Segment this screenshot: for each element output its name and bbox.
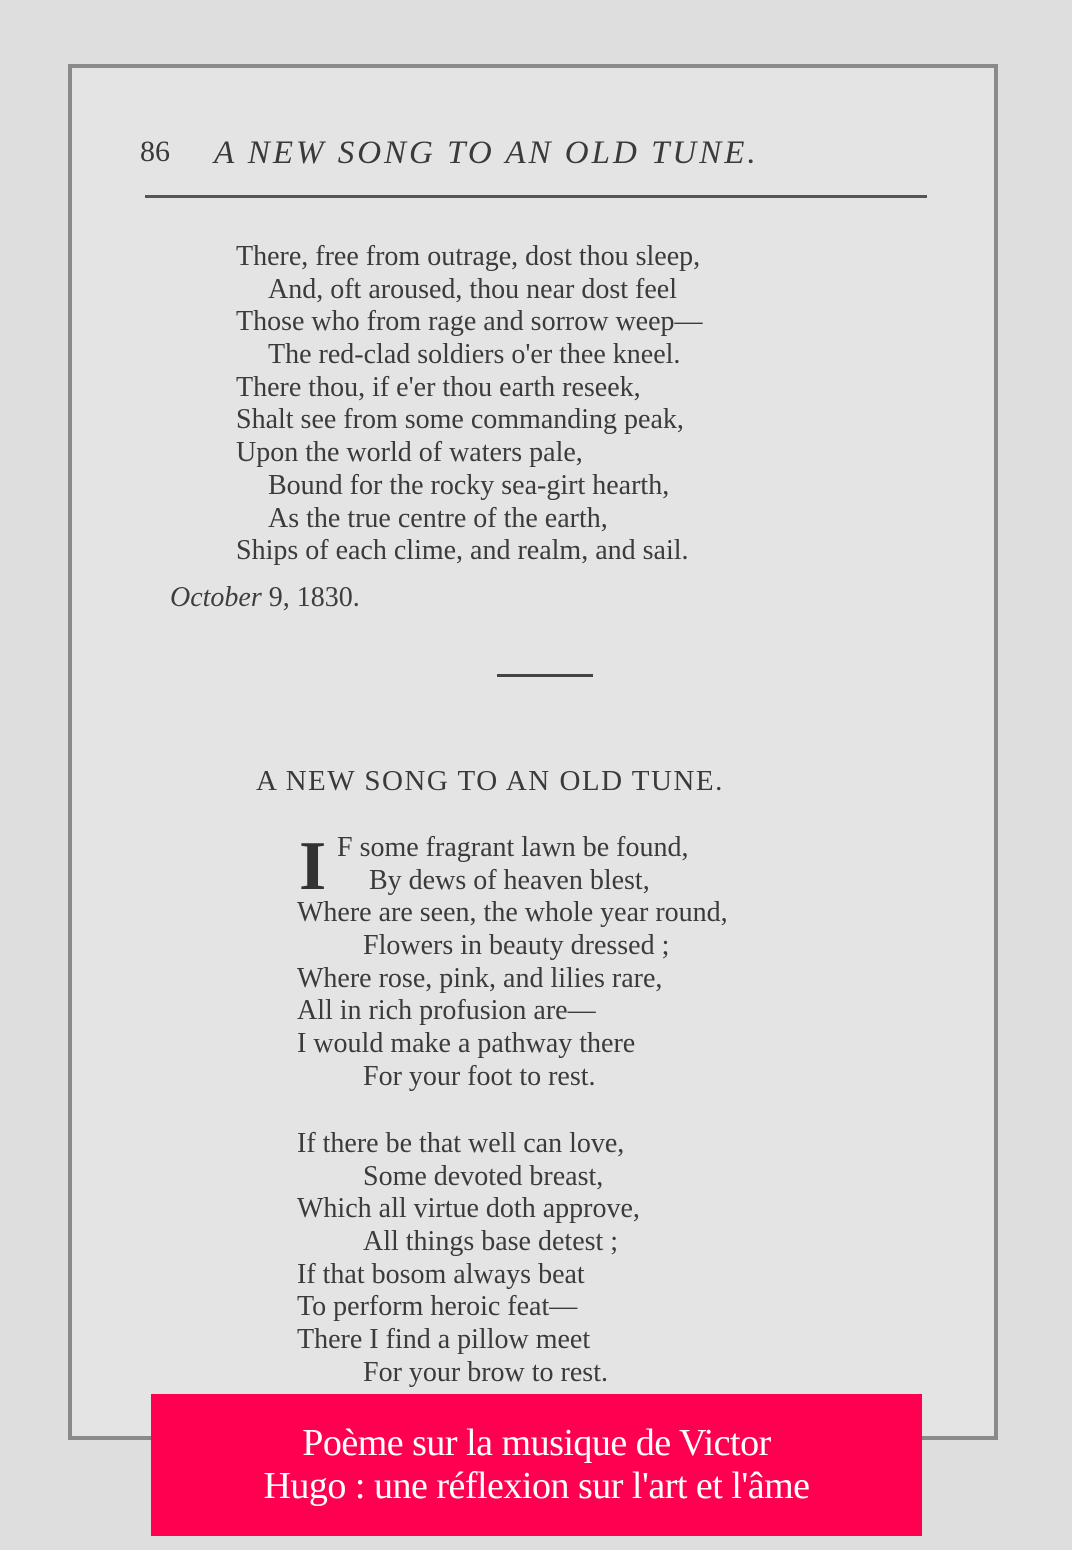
verse-line: Upon the world of waters pale, (236, 437, 583, 469)
date-month: October (170, 582, 262, 613)
page-number: 86 (140, 135, 170, 168)
previous-poem-stanza (236, 241, 703, 568)
verse-line: By dews of heaven blest, (369, 864, 650, 896)
verse-line: If that bosom always beat (297, 1258, 585, 1290)
drop-cap: I (299, 828, 327, 905)
verse-line: F some fragrant lawn be found, (337, 832, 689, 863)
verse-line: Ships of each clime, and realm, and sail. (236, 535, 689, 567)
verse-line: The red-clad soldiers o'er thee kneel. (268, 339, 681, 371)
verse-line: Flowers in beauty dressed ; (363, 930, 670, 962)
poem-stanza-1 (297, 828, 728, 1094)
poem-title: A NEW SONG TO AN OLD TUNE. (256, 765, 724, 797)
section-separator (497, 674, 593, 677)
verse-line: And, oft aroused, thou near dost feel (268, 273, 677, 305)
poem-stanza-2 (297, 1128, 640, 1390)
verse-line: To perform heroic feat— (297, 1291, 578, 1323)
verse-line: For your brow to rest. (363, 1356, 608, 1388)
verse-line: Shalt see from some commanding peak, (236, 404, 684, 436)
verse-line: All things base detest ; (363, 1226, 619, 1258)
verse-line: There I find a pillow meet (297, 1324, 591, 1356)
header-rule (145, 195, 927, 198)
verse-line: Where rose, pink, and lilies rare, (297, 962, 663, 994)
banner-text: Poème sur la musique de Victor Hugo : une réflexion sur l'art et l'âme (263, 1422, 810, 1507)
verse-line: If there be that well can love, (297, 1128, 625, 1159)
verse-line: For your foot to rest. (363, 1060, 596, 1092)
verse-line: Those who from rage and sorrow weep— (236, 306, 703, 338)
verse-line: There thou, if e'er thou earth reseek, (236, 371, 641, 403)
poem-date (170, 582, 360, 614)
verse-line: I would make a pathway there (297, 1028, 636, 1060)
verse-line: Where are seen, the whole year round, (297, 897, 728, 929)
verse-line: There, free from outrage, dost thou sleep, (236, 241, 701, 272)
verse-line: Some devoted breast, (363, 1160, 604, 1192)
date-day-year: 9, 1830. (261, 582, 360, 613)
verse-line: Which all virtue doth approve, (297, 1193, 640, 1225)
verse-line: All in rich profusion are— (297, 995, 596, 1027)
verse-line: As the true centre of the earth, (268, 502, 608, 534)
running-head (140, 135, 930, 179)
verse-line: Bound for the rocky sea-girt hearth, (268, 469, 670, 501)
caption-banner (151, 1394, 922, 1536)
running-title: A NEW SONG TO AN OLD TUNE. (214, 135, 759, 171)
